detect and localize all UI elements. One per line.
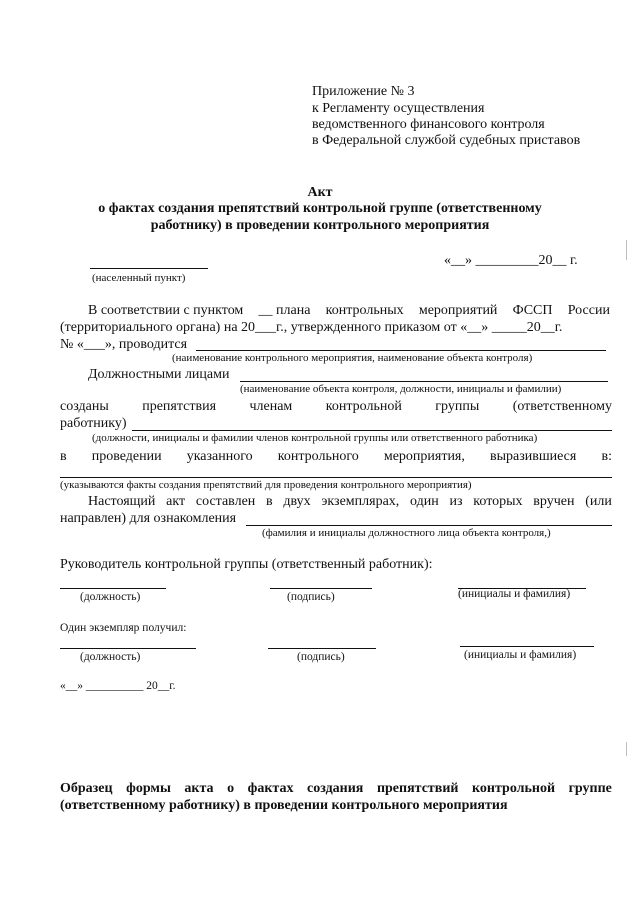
p3-line-2: работнику) [60,416,127,431]
p2-fill-line [240,381,608,382]
p4-line-1: в проведении указанного контрольного мероприятия, выразившиеся в: [60,449,612,464]
scan-mark [626,742,627,756]
p1-caption: (наименование контрольного мероприятия, наименование объекта контроля) [172,352,533,364]
place-line [90,268,208,269]
place-caption: (населенный пункт) [92,272,186,284]
recipient-position-line [60,648,196,649]
p3-line-1: созданы препятствия членам контрольной группы (ответственному [60,399,612,414]
head-signature-label: Руководитель контрольной группы (ответственный работник): [60,557,433,572]
document-title: Акт [307,185,333,200]
appendix-line-3: ведомственного финансового контроля [312,117,545,132]
head-position-line [60,588,166,589]
recipient-name-caption: (инициалы и фамилия) [464,649,577,661]
document-subtitle-1: о фактах создания препятствий контрольной группе (ответственному [98,201,542,216]
p2-line-1: Должностными лицами [88,367,230,382]
p1-line-3: № «___», проводится [60,337,188,352]
signature-date: «__» __________ 20__г. [60,680,176,692]
recipient-position-caption: (должность) [80,651,141,663]
appendix-line-2: к Регламенту осуществления [312,101,485,116]
p5-caption: (фамилия и инициалы должностного лица объекта контроля,) [262,527,551,539]
head-signature-caption: (подпись) [287,591,335,603]
footer-line-2: (ответственному работнику) в проведении контрольного мероприятия [60,798,508,813]
scan-mark [626,240,627,260]
recipient-name-line [460,646,594,647]
head-name-caption: (инициалы и фамилия) [458,588,571,600]
p1-fill-line [196,350,606,351]
p5-fill-line [246,525,612,526]
recipient-signature-caption: (подпись) [297,651,345,663]
recipient-signature-line [268,648,376,649]
footer-line-1: Образец формы акта о фактах создания препятствий контрольной группе [60,781,612,796]
p4-caption: (указываются факты создания препятствий для проведения контрольного мероприятия) [60,479,472,491]
p4-fill-line [60,477,612,478]
head-position-caption: (должность) [80,591,141,603]
p3-caption: (должности, инициалы и фамилии членов контрольной группы или ответственного работника) [92,432,538,444]
p3-fill-line [132,430,612,431]
p5-line-2: направлен) для ознакомления [60,511,237,526]
head-signature-line [270,588,372,589]
p2-caption: (наименование объекта контроля, должности, инициалы и фамилии) [240,383,562,395]
p1-line-2: (территориального органа) на 20___г., утвержденного приказом от «__» _____20__г. [60,320,563,335]
document-subtitle-2: работнику) в проведении контрольного мероприятия [150,218,490,233]
appendix-line-1: Приложение № 3 [312,84,415,99]
p5-line-1: Настоящий акт составлен в двух экземплярах, один из которых вручен (или [88,494,612,509]
appendix-line-4: в Федеральной службой судебных приставов [312,133,581,148]
received-label: Один экземпляр получил: [60,622,187,634]
p1-line-1: В соответствии с пунктом __ плана контрольных мероприятий ФССП России [88,303,610,318]
header-date: «__» _________20__ г. [444,253,578,268]
